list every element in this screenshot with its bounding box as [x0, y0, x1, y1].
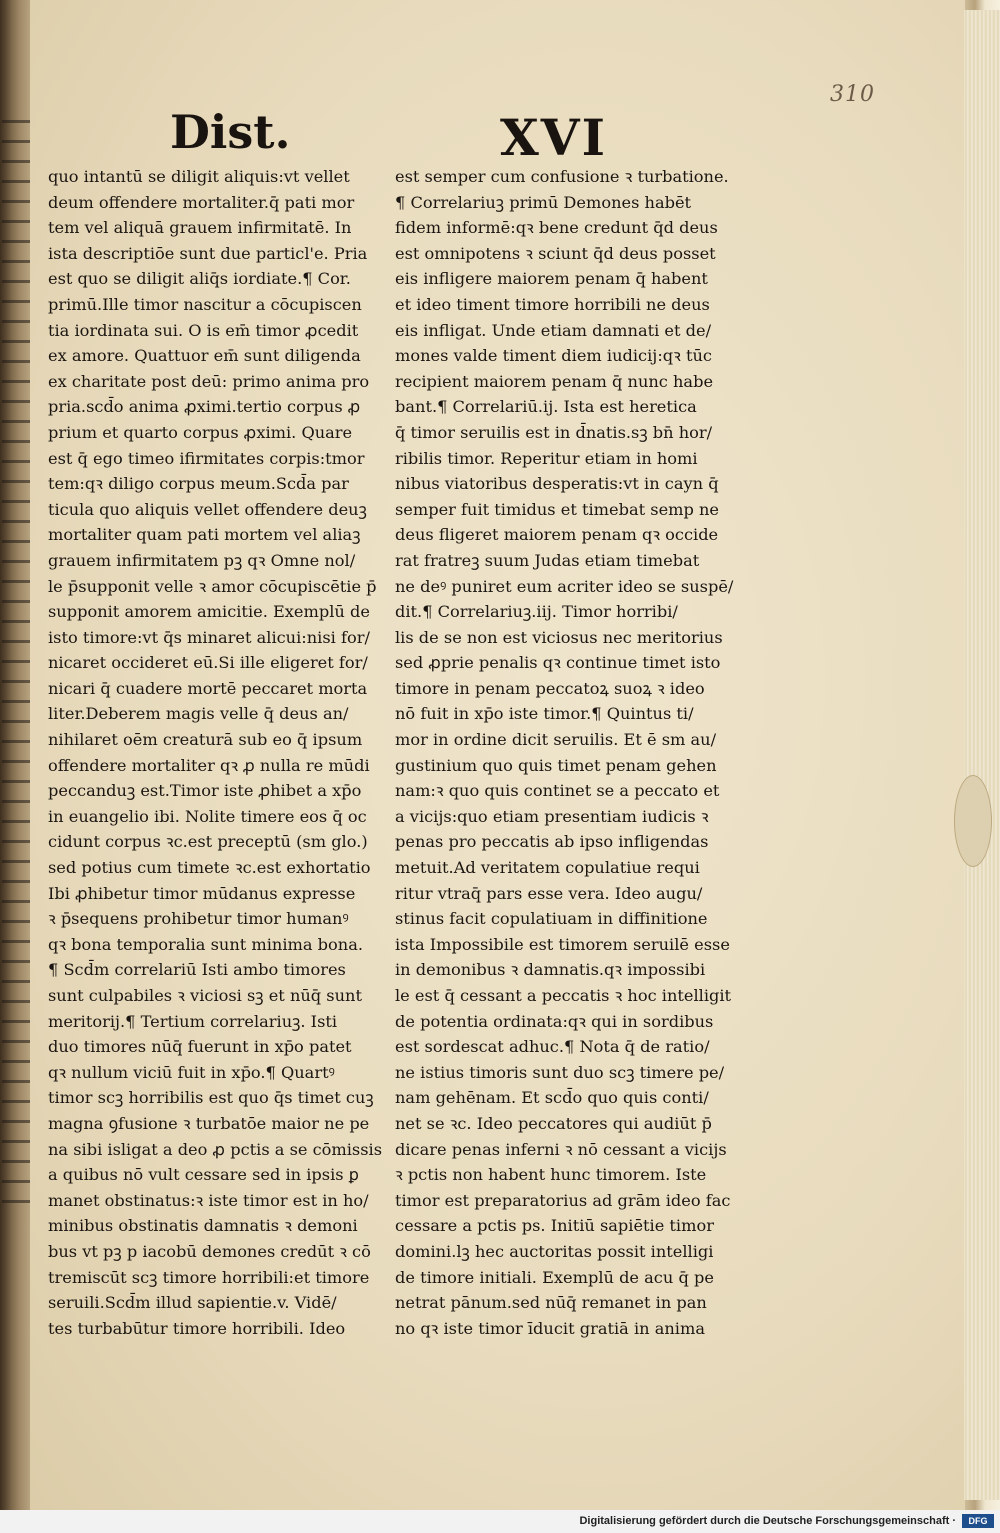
- text-line: est q̄ ego timeo ifirmitates corpis:tmor: [48, 448, 365, 468]
- text-line: cessare a pctis ps. Initiū sapiētie timor: [395, 1216, 714, 1236]
- text-line: nibus viatoribus desperatis:vt in cayn q̄: [395, 474, 719, 494]
- text-line: ¶ Scd̄m correlariū Isti ambo timores: [48, 960, 346, 980]
- text-line: ex charitate post deū: primo anima pro: [48, 371, 370, 391]
- text-line: a quibus nō vult cessare sed in ipsis ꝑ: [48, 1165, 359, 1185]
- text-line: a vicijs:quo etiam presentiam iudicis ꝛ: [395, 806, 709, 826]
- text-line: nō fuit in xp̄o iste timor.¶ Quintus ti/: [395, 704, 694, 724]
- text-line: domini.lꝫ hec auctoritas possit intelligi: [395, 1241, 714, 1261]
- text-line: quo intantū se diligit aliquis:vt vellet: [48, 167, 350, 186]
- text-line: no qꝛ iste timor īducit gratiā in anima: [395, 1318, 705, 1338]
- text-line: rat fratreꝫ suum Judas etiam timebat: [395, 550, 700, 570]
- page-tab-marker: [954, 775, 992, 867]
- text-line: ꝛ p̄sequens prohibetur timor humanꝰ: [48, 909, 349, 929]
- text-line: mones valde timent diem iudicij:qꝛ tūc: [395, 346, 712, 366]
- text-line: liter.Deberem magis velle q̄ deus an/: [48, 704, 349, 724]
- text-line: metuit.Ad veritatem copulatiue requi: [395, 858, 700, 878]
- text-line: semper fuit timidus et timebat semp ne: [395, 499, 720, 519]
- dfg-logo: DFG: [962, 1514, 994, 1528]
- text-line: qꝛ bona temporalia sunt minima bona.: [48, 934, 364, 954]
- text-line: et ideo timent timore horribili ne deus: [395, 294, 710, 314]
- text-line: mor in ordine dicit seruilis. Et ē sm au/: [395, 730, 717, 750]
- text-line: nam gehēnam. Et scd̄o quo quis conti/: [395, 1088, 709, 1108]
- text-line: nicari q̄ cuadere mortē peccaret morta: [48, 678, 368, 698]
- text-line: de timore initiali. Exemplū de acu q̄ pe: [395, 1267, 714, 1287]
- text-line: seruili.Scd̄m illud sapientie.v. Vidē/: [48, 1293, 337, 1313]
- text-line: eis infligat. Unde etiam damnati et de/: [395, 320, 712, 340]
- text-line: tia iordinata sui. O is em̄ timor ꝓcedit: [48, 320, 359, 340]
- text-line: bant.¶ Correlariū.ij. Ista est heretica: [395, 397, 697, 417]
- text-line: cidunt corpus ꝛc.est preceptū (sm glo.): [48, 832, 368, 852]
- text-line: pria.scd̄o anima ꝓximi.tertio corpus ꝓ: [48, 397, 361, 417]
- text-line: netrat pānum.sed nūq̄ remanet in pan: [395, 1293, 707, 1313]
- folio-number: 310: [830, 82, 875, 107]
- text-line: deus fligeret maiorem penam qꝛ occide: [395, 525, 719, 545]
- text-line: le p̄supponit velle ꝛ amor cōcupiscētie p̄: [48, 576, 377, 596]
- text-line: est quo se diligit aliq̄s iordiate.¶ Cor.: [48, 269, 351, 289]
- text-line: magna ꝯfusione ꝛ turbatōe maior ne pe: [48, 1113, 370, 1133]
- text-line: nam:ꝛ quo quis continet se a peccato et: [395, 781, 720, 801]
- text-line: dit.¶ Correlariuꝫ.iij. Timor horribi/: [395, 602, 678, 622]
- text-line: est omnipotens ꝛ sciunt q̄d deus posset: [395, 243, 716, 263]
- left-text-column: [48, 164, 383, 1341]
- text-line: q̄ timor seruilis est in d̄natis.sꝫ bn̄ hor/: [395, 422, 713, 442]
- text-line: stinus facit copulatiuam in diffinitione: [395, 909, 708, 929]
- text-line: timore in penam peccatoꝝ suoꝝ ꝛ ideo: [395, 678, 705, 698]
- text-line: recipient maiorem penam q̄ nunc habe: [395, 371, 714, 391]
- chapter-number: XVI: [500, 108, 607, 167]
- text-line: tem vel aliquā grauem infirmitatē. In: [48, 218, 352, 238]
- text-line: tremiscūt scꝫ timore horribili:et timore: [48, 1267, 370, 1287]
- text-line: le est q̄ cessant a peccatis ꝛ hoc intelligit: [395, 986, 732, 1005]
- footer-credit: Digitalisierung gefördert durch die Deutsche Forschungsgemeinschaft ·: [579, 1515, 956, 1527]
- text-line: ex amore. Quattuor em̄ sunt diligenda: [48, 346, 361, 366]
- text-line: dicare penas inferni ꝛ nō cessant a vicijs: [395, 1139, 727, 1159]
- text-line: ritur vtraq̄ pars esse vera. Ideo augu/: [395, 883, 703, 903]
- text-line: de potentia ordinata:qꝛ qui in sordibus: [395, 1011, 714, 1031]
- text-line: lis de se non est viciosus nec meritorius: [395, 627, 723, 647]
- text-line: minibus obstinatis damnatis ꝛ demoni: [48, 1216, 358, 1236]
- text-line: sed ꝓprie penalis qꝛ continue timet isto: [395, 653, 721, 673]
- text-line: grauem infirmitatem pꝫ qꝛ Omne nol/: [48, 550, 356, 570]
- text-line: ticula quo aliquis vellet offendere deuꝫ: [48, 499, 367, 519]
- text-line: timor scꝫ horribilis est quo q̄s timet cuꝫ: [48, 1088, 374, 1108]
- text-line: in euangelio ibi. Nolite timere eos q̄ oc: [48, 806, 367, 826]
- text-line: isto timore:vt q̄s minaret alicui:nisi for/: [48, 627, 370, 647]
- text-line: gustinium quo quis timet penam gehen: [395, 755, 717, 775]
- text-line: timor est preparatorius ad grām ideo fac: [395, 1190, 731, 1210]
- text-line: prium et quarto corpus ꝓximi. Quare: [48, 422, 353, 442]
- text-line: penas pro peccatis ab ipso infligendas: [395, 832, 709, 852]
- text-line: duo timores nūq̄ fuerunt in xp̄o patet: [48, 1037, 352, 1057]
- text-line: ꝛ pctis non habent hunc timorem. Iste: [395, 1165, 707, 1185]
- text-line: ribilis timor. Reperitur etiam in homi: [395, 448, 698, 468]
- text-line: in demonibus ꝛ damnatis.qꝛ impossibi: [395, 960, 706, 980]
- text-line: ista Impossibile est timorem seruilē esse: [395, 934, 730, 954]
- text-line: primū.Ille timor nascitur a cōcupiscen: [48, 294, 362, 314]
- text-line: na sibi isligat a deo ꝓ pctis a se cōmissis: [48, 1139, 383, 1159]
- text-line: est semper cum confusione ꝛ turbatione.: [395, 167, 729, 186]
- page-fore-edge: [964, 10, 1000, 1500]
- text-line: ista descriptiōe sunt due particl'e. Pria: [48, 243, 368, 263]
- text-line: bus vt pꝫ p iacobū demones credūt ꝛ cō: [48, 1241, 371, 1261]
- text-line: sunt culpabiles ꝛ viciosi sꝫ et nūq̄ sunt: [48, 986, 362, 1005]
- text-line: deum offendere mortaliter.q̄ pati mor: [48, 192, 355, 212]
- text-line: nihilaret oēm creaturā sub eo q̄ ipsum: [48, 730, 363, 750]
- text-line: tem:qꝛ diligo corpus meum.Scd̄a par: [48, 474, 349, 494]
- text-line: mortaliter quam pati mortem vel aliaꝫ: [48, 525, 361, 545]
- text-line: peccanduꝫ est.Timor iste ꝓhibet a xp̄o: [48, 781, 362, 801]
- text-line: ne deꝰ puniret eum acriter ideo se suspē/: [395, 576, 734, 596]
- text-line: est sordescat adhuc.¶ Nota q̄ de ratio/: [395, 1037, 710, 1057]
- text-line: tes turbabūtur timore horribili. Ideo: [48, 1318, 346, 1338]
- text-line: manet obstinatus:ꝛ iste timor est in ho/: [48, 1190, 369, 1210]
- text-line: qꝛ nullum viciū fuit in xp̄o.¶ Quartꝰ: [48, 1062, 335, 1082]
- text-line: meritorij.¶ Tertium correlariuꝫ. Isti: [48, 1011, 338, 1031]
- text-line: ¶ Correlariuꝫ primū Demones habēt: [395, 192, 692, 212]
- text-line: supponit amorem amicitie. Exemplū de: [48, 602, 370, 622]
- text-line: net se ꝛc. Ideo peccatores qui audiūt p̄: [395, 1113, 712, 1133]
- text-line: fidem informē:qꝛ bene credunt q̄d deus: [395, 218, 718, 238]
- text-line: Ibi ꝓhibetur timor mūdanus expresse: [48, 883, 356, 903]
- text-line: nicaret occideret eū.Si ille eligeret for/: [48, 653, 368, 673]
- running-head: Dist.: [170, 105, 291, 159]
- right-text-column: [395, 164, 745, 1341]
- text-line: ne istius timoris sunt duo scꝫ timere pe/: [395, 1062, 725, 1082]
- digitization-footer: [0, 1510, 1000, 1533]
- text-line: sed potius cum timete ꝛc.est exhortatio: [48, 858, 371, 878]
- text-line: offendere mortaliter qꝛ ꝓ nulla re mūdi: [48, 755, 370, 775]
- text-line: eis infligere maiorem penam q̄ habent: [395, 269, 708, 289]
